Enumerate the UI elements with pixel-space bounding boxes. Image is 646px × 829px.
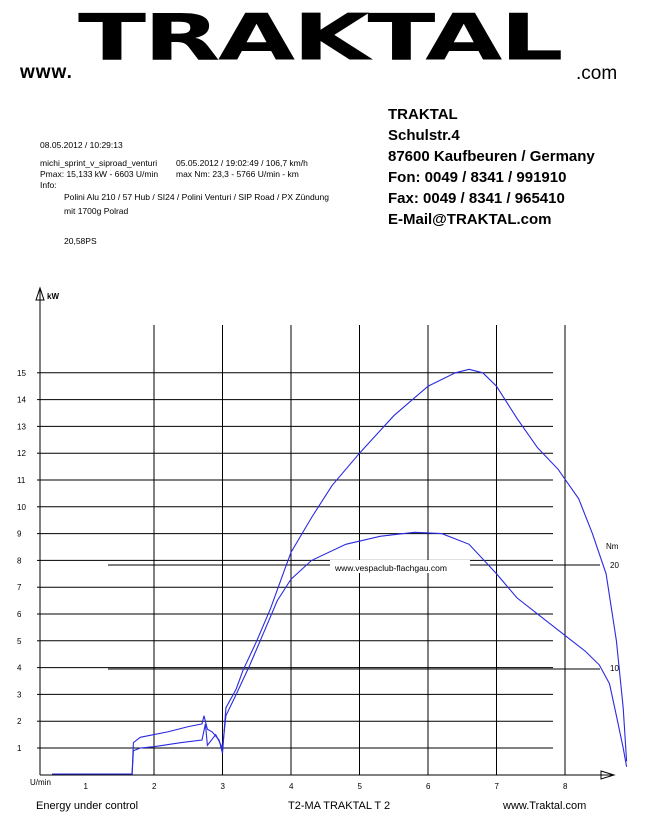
run-max-nm: max Nm: 23,3 - 5766 U/min - km	[176, 169, 299, 179]
torque-axis-label: Nm	[606, 542, 619, 551]
footer-url: www.Traktal.com	[503, 800, 587, 812]
company-name: TRAKTAL	[388, 106, 458, 123]
torque-tick-20: 20	[610, 561, 619, 570]
footer-tagline: Energy under control	[36, 800, 139, 812]
run-pmax: Pmax: 15,133 kW - 6603 U/min	[40, 169, 159, 179]
company-city: 87600 Kaufbeuren / Germany	[388, 148, 595, 165]
company-street: Schulstr.4	[388, 127, 460, 144]
footer-model: T2-MA TRAKTAL T 2	[288, 800, 391, 812]
company-email: E-Mail@TRAKTAL.com	[388, 211, 552, 228]
run-info-label: Info:	[40, 180, 57, 190]
x-axis-label: U/min	[30, 778, 51, 787]
run-file-date: 05.05.2012 / 19:02:49 / 106,7 km/h	[176, 158, 308, 168]
y-tick-label: 2	[17, 717, 22, 727]
y-tick-label: 9	[17, 529, 22, 539]
watermark: www.vespaclub-flachgau.com	[335, 563, 447, 573]
y-tick-label: 4	[17, 663, 22, 673]
y-tick-labels	[17, 369, 26, 753]
chart-axes	[30, 288, 614, 787]
x-tick-label: 6	[426, 782, 431, 791]
x-tick-label: 2	[152, 782, 157, 791]
y-tick-label: 7	[17, 583, 22, 593]
company-fax: Fax: 0049 / 8341 / 965410	[388, 190, 565, 207]
x-tick-label: 3	[220, 782, 225, 791]
y-tick-label: 8	[17, 556, 22, 566]
logo-prefix: www.	[20, 62, 73, 83]
y-axis-label: kW	[47, 292, 59, 301]
y-tick-label: 11	[17, 476, 26, 485]
x-tick-label: 8	[563, 782, 568, 791]
company-phone: Fon: 0049 / 8341 / 991910	[388, 169, 567, 186]
run-power-ps: 20,58PS	[64, 236, 97, 246]
x-tick-labels	[84, 782, 569, 791]
y-tick-label: 14	[17, 395, 26, 405]
x-tick-label: 4	[289, 782, 294, 791]
run-info-line2: mit 1700g Polrad	[64, 206, 129, 216]
logo-suffix: .com	[576, 63, 618, 84]
x-tick-label: 7	[494, 782, 499, 791]
x-tick-label: 5	[357, 782, 362, 791]
y-tick-label: 5	[17, 636, 22, 646]
torque-tick-10: 10	[610, 664, 619, 673]
run-info-line1: Polini Alu 210 / 57 Hub / SI24 / Polini Venturi / SIP Road / PX Zündung	[64, 192, 329, 202]
y-tick-label: 13	[17, 422, 26, 432]
x-tick-label: 1	[83, 782, 88, 791]
chart-grid	[37, 325, 565, 775]
y-tick-label: 1	[17, 744, 22, 753]
run-file: michi_sprint_v_siproad_venturi	[40, 158, 158, 168]
run-date-time: 08.05.2012 / 10:29:13	[40, 140, 123, 150]
y-tick-label: 6	[17, 610, 22, 619]
y-tick-label: 15	[17, 368, 26, 378]
y-tick-label: 12	[17, 449, 26, 459]
y-tick-label: 10	[17, 502, 26, 512]
y-tick-label: 3	[17, 690, 22, 700]
logo-traktal: TRAKTAL	[78, 1, 561, 75]
